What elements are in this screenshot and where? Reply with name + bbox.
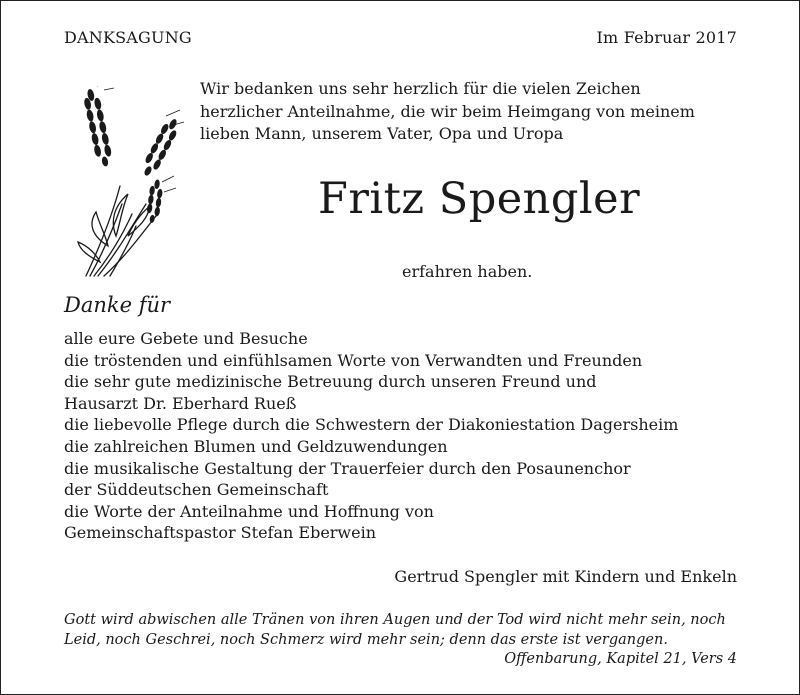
intro-line: lieben Mann, unserem Vater, Opa und Uropa bbox=[200, 124, 564, 143]
list-item: der Süddeutschen Gemeinschaft bbox=[64, 480, 329, 500]
bible-verse bbox=[64, 610, 744, 650]
list-item: die liebevolle Pflege durch die Schwestern der Diakoniestation Dagersheim bbox=[64, 415, 679, 435]
deceased-name: Fritz Spengler bbox=[318, 174, 641, 224]
signature: Gertrud Spengler mit Kindern und Enkeln bbox=[394, 567, 737, 586]
wheat-ears-icon bbox=[70, 86, 190, 278]
list-item: Hausarzt Dr. Eberhard Rueß bbox=[64, 393, 297, 413]
list-item: die tröstenden und einfühlsamen Worte von Verwandten und Freunden bbox=[64, 350, 643, 370]
list-item: alle eure Gebete und Besuche bbox=[64, 329, 308, 348]
verse-line: Leid, noch Geschrei, noch Schmerz wird mehr sein; denn das erste ist vergangen. bbox=[64, 632, 668, 648]
list-item: die sehr gute medizinische Betreuung durch unseren Freund und bbox=[64, 372, 597, 392]
notice-type-heading: DANKSAGUNG bbox=[64, 28, 192, 47]
notice-date: Im Februar 2017 bbox=[596, 28, 737, 47]
intro-line: herzlicher Anteilnahme, die wir beim Heimgang von meinem bbox=[200, 101, 695, 121]
list-item: Gemeinschaftspastor Stefan Eberwein bbox=[64, 523, 377, 543]
list-item: die Worte der Anteilnahme und Hoffnung von bbox=[64, 501, 434, 521]
list-item: die zahlreichen Blumen und Geldzuwendungen bbox=[64, 436, 448, 456]
verse-reference: Offenbarung, Kapitel 21, Vers 4 bbox=[504, 651, 737, 667]
verse-line: Gott wird abwischen alle Tränen von ihren Augen und der Tod wird nicht mehr sein, noch bbox=[64, 612, 726, 628]
intro-line: Wir bedanken uns sehr herzlich für die vielen Zeichen bbox=[200, 79, 641, 98]
list-item: die musikalische Gestaltung der Trauerfeier durch den Posaunenchor bbox=[64, 458, 631, 478]
intro-continuation: erfahren haben. bbox=[402, 262, 533, 281]
intro-text bbox=[200, 78, 736, 146]
thanks-list bbox=[64, 328, 678, 544]
thanks-heading: Danke für bbox=[64, 293, 171, 317]
